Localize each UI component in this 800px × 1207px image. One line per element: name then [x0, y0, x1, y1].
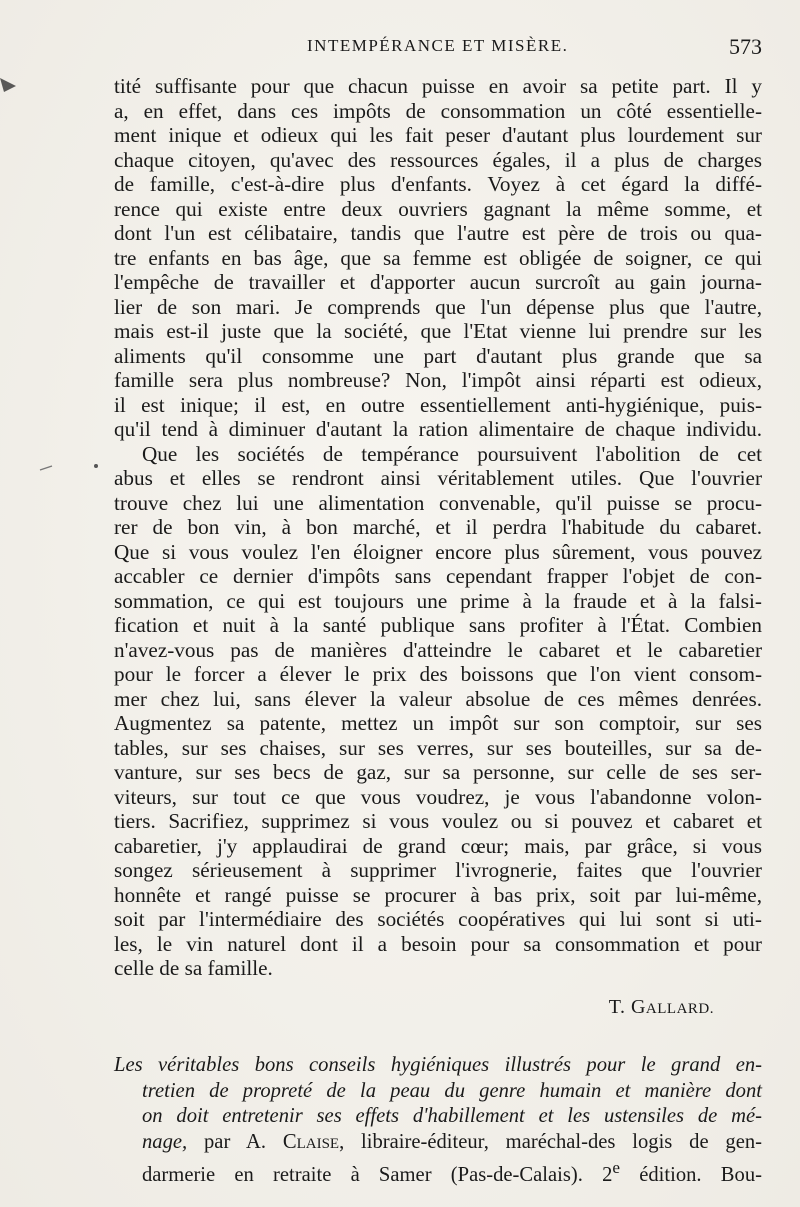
text-line: tables, sur ses chaises, sur ses verres, sur ses bouteilles, sur sa de- — [114, 735, 762, 760]
biblio-line — [114, 1155, 762, 1186]
text-line: songez sérieusement à supprimer l'ivrognerie, faites que l'ouvrier — [114, 858, 762, 882]
body-text — [114, 74, 762, 981]
text-line: mer chez lui, sans élever la valeur absolue de ces mêmes denrées. — [114, 686, 762, 711]
text-line: cabaretier, j'y applaudirai de grand cœur; mais, par grâce, si vous — [114, 833, 762, 858]
running-title: INTEMPÉRANCE ET MISÈRE. — [307, 36, 569, 55]
biblio-italic-tail: nage, — [142, 1130, 188, 1153]
text-line: vanture, sur ses becs de gaz, sur sa personne, sur celle de ses ser- — [114, 760, 762, 784]
text-line: mais est-il juste que la société, que l'Etat vienne lui prendre sur les — [114, 319, 762, 343]
bibliography-entry — [114, 1053, 762, 1186]
biblio-text: par A. C — [187, 1130, 297, 1153]
signature-rest: ALLARD. — [645, 1001, 714, 1017]
biblio-line — [114, 1130, 762, 1156]
text-line: les, le vin naturel dont il a besoin pour sa consommation et pour — [114, 931, 762, 956]
biblio-text: darmerie en retraite à Samer (Pas-de-Calais). 2 — [142, 1163, 613, 1186]
margin-dot — [94, 464, 98, 468]
text-line: n'avez-vous pas de manières d'atteindre le cabaret et le cabaretier — [114, 637, 762, 662]
biblio-line: on doit entretenir ses effets d'habillement et les ustensiles de mé- — [142, 1105, 762, 1127]
margin-ink-mark — [0, 78, 16, 92]
text-line: aliments qu'il consomme une part d'autant plus grande que sa — [114, 343, 762, 368]
biblio-line: Les véritables bons conseils hygiéniques illustrés pour le grand en- — [114, 1054, 762, 1076]
biblio-smallcaps: LAISE — [296, 1135, 340, 1152]
text-line: viteurs, sur tout ce que vous voudrez, je vous l'abandonne volon- — [114, 784, 762, 809]
text-line: tiers. Sacrifiez, supprimez si vous voulez ou si pouvez et cabaret et — [114, 809, 762, 833]
biblio-superscript: e — [612, 1158, 621, 1177]
text-line: sommation, ce qui est toujours une prime à la fraude et à la falsi- — [114, 588, 762, 613]
biblio-line: tretien de propreté de la peau du genre humain et manière dont — [142, 1079, 762, 1102]
text-line: chaque citoyen, qu'avec des ressources égales, il a plus de charges — [114, 147, 762, 172]
text-line: honnête et rangé puisse se procurer à bas prix, soit par lui-même, — [114, 882, 762, 907]
text-line: Que si vous voulez l'en éloigner encore plus sûrement, vous pouvez — [114, 539, 762, 564]
author-signature — [114, 996, 714, 1019]
text-line: pour le forcer a élever le prix des boissons que l'on vient consom- — [114, 662, 762, 686]
text-line: lier de son mari. Je comprends que l'un dépense plus que l'autre, — [114, 294, 762, 319]
biblio-text: édition. Bou- — [620, 1163, 762, 1186]
text-line: celle de sa famille. — [114, 956, 273, 980]
text-line: soit par l'intermédiaire des sociétés coopératives qui lui sont si uti- — [114, 907, 762, 931]
text-line: rence qui existe entre deux ouvriers gagnant la même somme, et — [114, 196, 762, 221]
text-line: accabler ce dernier d'impôts sans cependant frapper l'objet de con- — [114, 564, 762, 588]
page-number: 573 — [729, 34, 762, 59]
text-line: tité suffisante pour que chacun puisse en avoir sa petite part. Il y — [114, 74, 762, 98]
text-line: famille sera plus nombreuse? Non, l'impôt ainsi réparti est odieux, — [114, 368, 762, 392]
text-line: qu'il tend à diminuer d'autant la ration alimentaire de chaque individu. — [114, 417, 762, 441]
text-line: dont l'un est célibataire, tandis que l'autre est père de trois ou qua- — [114, 221, 762, 245]
text-line: a, en effet, dans ces impôts de consommation un côté essentielle- — [114, 98, 762, 123]
text-line: Que les sociétés de tempérance poursuivent l'abolition de cet — [142, 441, 762, 466]
text-line: trouve chez lui une alimentation convenable, qu'il puisse se procu- — [114, 490, 762, 515]
running-head — [112, 34, 762, 60]
text-line: il est inique; il est, en outre essentiellement anti-hygiénique, puis- — [114, 392, 762, 417]
margin-dash — [40, 466, 52, 470]
text-line: fication et nuit à la santé publique sans profiter à l'État. Combien — [114, 613, 762, 637]
text-line: de famille, c'est-à-dire plus d'enfants. Voyez à cet égard la diffé- — [114, 172, 762, 196]
text-line: tre enfants en bas âge, que sa femme est obligée de soigner, ce qui — [114, 245, 762, 270]
text-line: rer de bon vin, à bon marché, et il perdra l'habitude du cabaret. — [114, 515, 762, 539]
text-line: l'empêche de travailler et d'apporter aucun surcroît au gain journa- — [114, 270, 762, 294]
text-line: Augmentez sa patente, mettez un impôt sur son comptoir, sur ses — [114, 711, 762, 735]
biblio-text: , libraire-éditeur, maréchal-des logis de gen- — [339, 1130, 762, 1153]
text-line: abus et elles se rendront ainsi véritablement utiles. Que l'ouvrier — [114, 466, 762, 490]
text-line: ment inique et odieux qui les fait peser d'autant plus lourdement sur — [114, 123, 762, 147]
signature-initial: T. G — [608, 996, 646, 1018]
